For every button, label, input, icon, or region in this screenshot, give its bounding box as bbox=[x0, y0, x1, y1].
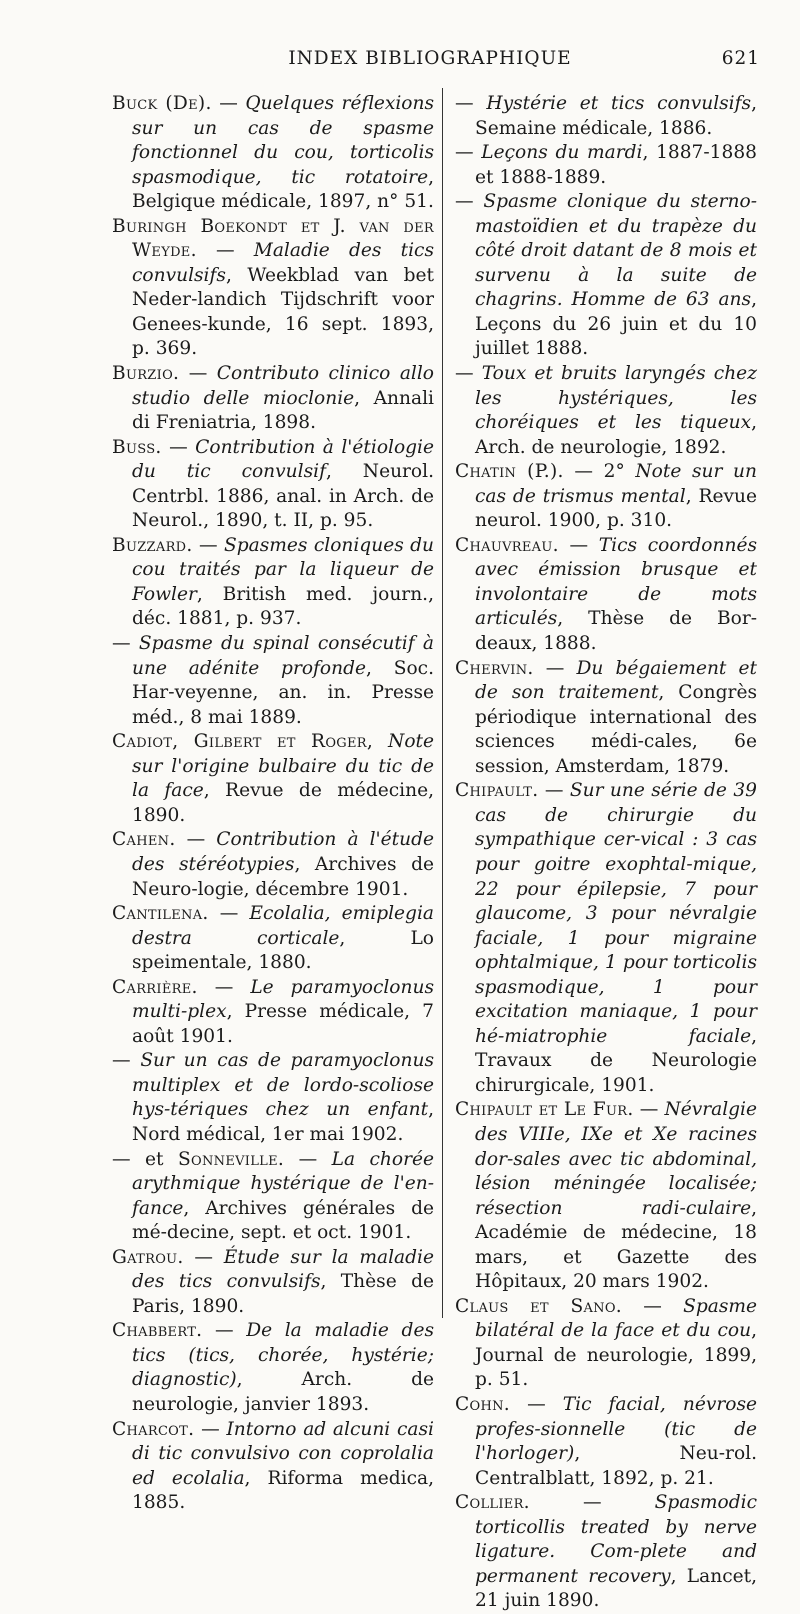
bibliography-entry bbox=[112, 1148, 434, 1246]
entry-source: , Revue de médecine, 1890. bbox=[132, 780, 435, 826]
entry-source: , Lancet, 21 juin 1890. bbox=[475, 1565, 757, 1612]
bibliography-entry bbox=[112, 436, 434, 534]
entry-source: , Semaine médicale, 1886. bbox=[475, 93, 757, 139]
bibliography-entry bbox=[112, 976, 434, 1050]
entry-separator: — bbox=[196, 240, 254, 262]
entry-author: Charcot. bbox=[112, 1418, 195, 1440]
entry-source: , Archives générales de mé-decine, sept. et oct. 1901. bbox=[132, 1197, 434, 1244]
entry-source: , Archives de Neuro-logie, décembre 1901. bbox=[132, 853, 435, 900]
entry-title: Spasme bilatéral de la face et du cou bbox=[475, 1295, 757, 1342]
entry-separator: — bbox=[183, 1246, 224, 1268]
entry-title: Note sur l'origine bulbaire du tic de la face bbox=[132, 731, 434, 802]
entry-title: Spasme clonique du sterno-mastoïdien et du trapèze du côté droit datant de 8 mois et survenu à la suite de chagrins. Homme de 63 ans bbox=[475, 191, 757, 311]
entry-source: , Presse médicale, 7 août 1901. bbox=[132, 1001, 434, 1047]
entry-title: Contribution à l'étude des stéréotypies bbox=[132, 829, 434, 875]
entry-author: Cahen. bbox=[112, 829, 176, 851]
entry-title: Du bégaiement et de son traitement bbox=[475, 657, 757, 704]
bibliography-entry bbox=[112, 1319, 434, 1417]
entry-source: , Neurol. Centrbl. 1886, anal. in Arch. de Neurol., 1890, t. II, p. 95. bbox=[132, 461, 434, 532]
entry-source: , Académie de médecine, 18 mars, et Gazette des Hôpitaux, 20 mars 1902. bbox=[475, 1197, 757, 1293]
entry-separator: — 2° bbox=[563, 461, 636, 483]
entry-separator: — bbox=[633, 1099, 665, 1121]
entry-separator: — bbox=[175, 829, 217, 851]
entry-separator: — bbox=[202, 1320, 247, 1342]
entry-title: La chorée arythmique hystérique de l'en-fance bbox=[132, 1148, 434, 1219]
entry-separator: — bbox=[179, 363, 217, 385]
entry-separator: — bbox=[161, 436, 196, 458]
bibliography-entry bbox=[112, 632, 434, 730]
entry-author: Chipault. bbox=[455, 780, 539, 802]
entry-source: , Riforma medica, 1885. bbox=[132, 1467, 434, 1514]
entry-author: Chipault et Le Fur. bbox=[455, 1099, 634, 1121]
entry-author: Cohn. bbox=[455, 1393, 511, 1415]
entry-source: , Arch. de neurologie, janvier 1893. bbox=[132, 1369, 434, 1415]
entry-source: , Leçons du 26 juin et du 10 juillet 1888. bbox=[475, 289, 757, 360]
entry-author: Gatrou. bbox=[112, 1246, 184, 1268]
entry-author: Burzio. bbox=[112, 363, 180, 385]
entry-source: , Belgique médicale, 1897, n° 51. bbox=[132, 166, 434, 213]
bibliography-entry bbox=[112, 215, 434, 362]
bibliography-entry bbox=[112, 1049, 434, 1147]
bibliography-entry bbox=[112, 92, 434, 215]
entry-title: Quelques réflexions sur un cas de spasme fonctionnel du cou, torticolis spasmodique, tic rotatoire bbox=[132, 93, 435, 188]
entry-source: , Annali di Freniatria, 1898. bbox=[132, 387, 434, 434]
entry-source: , Nord médical, 1er mai 1902. bbox=[132, 1099, 434, 1145]
bibliography-entry bbox=[455, 190, 757, 362]
entry-author: Claus et Sano. bbox=[455, 1295, 623, 1317]
entry-source: , 1887-1888 et 1888-1889. bbox=[475, 142, 757, 188]
entry-author: Chervin. bbox=[455, 657, 534, 679]
entry-separator: — bbox=[208, 903, 250, 925]
bibliography-entry bbox=[455, 779, 757, 1098]
entry-separator: — bbox=[455, 93, 487, 114]
bibliography-entry bbox=[112, 362, 434, 436]
bibliography-entry bbox=[455, 1098, 757, 1294]
entry-title: Tic facial, névrose profes-sionnelle (tic de l'horloger) bbox=[475, 1393, 757, 1465]
entry-separator: — bbox=[112, 1050, 141, 1072]
entry-title: Hystérie et tics convulsifs bbox=[486, 93, 752, 114]
running-header bbox=[100, 48, 760, 72]
page-number: 621 bbox=[721, 48, 760, 69]
entry-author: Chauvreau. bbox=[455, 534, 559, 556]
entry-title: Toux et bruits laryngés chez les hystériques, les choréiques et les tiqueux bbox=[475, 363, 757, 434]
bibliography-entry bbox=[112, 1418, 434, 1516]
entry-source: , Thèse de Paris, 1890. bbox=[132, 1271, 434, 1317]
entry-source: , Lo speimentale, 1880. bbox=[132, 927, 434, 974]
entry-title: Contribution à l'étiologie du tic convulsif bbox=[132, 436, 435, 483]
column-divider bbox=[442, 88, 443, 1318]
entry-source: , Arch. de neurologie, 1892. bbox=[475, 412, 757, 458]
entry-title: Spasmes cloniques du cou traités par la liqueur de Fowler bbox=[132, 534, 435, 605]
entry-title: Contributo clinico allo studio delle mioclonie bbox=[132, 363, 434, 409]
bibliography-entry bbox=[112, 730, 434, 828]
entry-separator: — bbox=[622, 1295, 684, 1317]
bibliography-entry bbox=[112, 534, 434, 632]
bibliography-entry bbox=[455, 92, 757, 141]
entry-source: , Congrès périodique international des sciences médi-cales, 6e session, Amsterdam, 1879. bbox=[475, 682, 757, 777]
entry-separator: — bbox=[112, 633, 139, 655]
bibliography-entry bbox=[455, 1295, 757, 1393]
entry-author: Cantilena. bbox=[112, 903, 209, 925]
right-column bbox=[455, 92, 757, 1614]
entry-title: Le paramyoclonus multi-plex bbox=[132, 976, 434, 1023]
entry-source: , Journal de neurologie, 1899, p. 51. bbox=[475, 1320, 757, 1391]
entry-separator: — bbox=[192, 534, 224, 556]
entry-author: Sonneville. bbox=[177, 1148, 285, 1170]
entry-title: Étude sur la maladie des tics convulsifs bbox=[132, 1246, 434, 1293]
entry-separator: — bbox=[510, 1393, 563, 1415]
bibliography-entry bbox=[112, 828, 434, 902]
entry-author: Buringh Boekondt et J. van der Weyde. bbox=[112, 215, 434, 262]
entry-title: Spasmodic torticollis treated by nerve ligature. Com-plete and permanent recovery bbox=[475, 1492, 757, 1587]
bibliography-entry bbox=[455, 460, 757, 534]
entry-title: Tics coordonnés avec émission brusque et involontaire de mots articulés bbox=[475, 534, 757, 630]
entry-title: Ecolalia, emiplegia destra corticale bbox=[132, 903, 434, 949]
entry-source: , British med. journ., déc. 1881, p. 937. bbox=[132, 583, 434, 630]
entry-source: , Weekblad van bet Neder-landich Tijdschrift voor Genees-kunde, 16 sept. 1893, p. 369. bbox=[132, 264, 434, 360]
bibliography-entry bbox=[112, 902, 434, 976]
entry-separator: — bbox=[455, 142, 482, 164]
entry-source: , Neu-rol. Centralblatt, 1892, p. 21. bbox=[475, 1443, 757, 1489]
entry-separator: — bbox=[197, 976, 251, 998]
entry-separator: — bbox=[211, 93, 246, 114]
entry-title: Sur un cas de paramyoclonus multiplex et de lordo-scoliose hys-tériques chez un enfant bbox=[132, 1050, 434, 1121]
entry-title: Névralgie des VIIIe, IXe et Xe racines dor-sales avec tic abdominal, lésion méningée localisée; résection radi-culaire bbox=[475, 1099, 757, 1219]
bibliography-entry bbox=[455, 362, 757, 460]
entry-source: , Thèse de Bor-deaux, 1888. bbox=[475, 608, 757, 655]
entry-separator: — bbox=[533, 657, 577, 679]
entry-separator: — bbox=[455, 191, 484, 213]
entry-separator: — bbox=[538, 780, 570, 802]
entry-author: Carrière. bbox=[112, 976, 198, 998]
entry-source: , Travaux de Neurologie chirurgicale, 1901. bbox=[475, 1025, 757, 1096]
entry-separator: — bbox=[284, 1148, 332, 1170]
entry-title: Sur une série de 39 cas de chirurgie du sympathique cer-vical : 3 cas pour goitre exophtal-mique, 22 pour épilepsie, 7 pour glaucome, 3 pour névralgie faciale, 1 pour migraine ophtalmique, 1 pour torticolis spasmodique, 1 pour excitation maniaque, 1 pour hé-miatrophie faciale bbox=[475, 780, 757, 1047]
bibliography-entry bbox=[112, 1246, 434, 1320]
entry-title: De la maladie des tics (tics, chorée, hystérie; diagnostic) bbox=[132, 1320, 434, 1391]
bibliography-entry bbox=[455, 534, 757, 657]
entry-author: Cadiot, Gilbert et Roger, bbox=[112, 731, 374, 753]
entry-separator: — bbox=[455, 363, 482, 385]
entry-title: Note sur un cas de trismus mental bbox=[475, 461, 757, 507]
entry-author: Chatin (P.). bbox=[455, 461, 564, 483]
header-title: INDEX BIBLIOGRAPHIQUE bbox=[288, 48, 572, 69]
entry-title: Maladie des tics convulsifs bbox=[132, 240, 435, 286]
bibliography-entry bbox=[455, 1491, 757, 1614]
entry-author: Buck (De). bbox=[112, 93, 212, 114]
bibliography-entry bbox=[455, 1393, 757, 1491]
entry-title: Intorno ad alcuni casi di tic convulsivo con coprolalia ed ecolalia bbox=[132, 1418, 434, 1489]
entry-source: , Soc. Har-veyenne, an. in. Presse méd., 8 mai 1889. bbox=[132, 657, 434, 728]
entry-separator: — bbox=[558, 534, 599, 556]
entry-author: Buss. bbox=[112, 436, 162, 458]
entry-separator: — bbox=[529, 1492, 655, 1514]
bibliography-entry bbox=[455, 657, 757, 780]
entry-author: Collier. bbox=[455, 1492, 530, 1514]
entry-title: Leçons du mardi bbox=[481, 142, 643, 164]
entry-title: Spasme du spinal consécutif à une adénite profonde bbox=[132, 633, 434, 679]
entry-separator bbox=[373, 731, 388, 752]
bibliography-entry bbox=[455, 141, 757, 190]
entry-separator: — et bbox=[112, 1148, 178, 1170]
left-column bbox=[112, 92, 434, 1516]
entry-author: Chabbert. bbox=[112, 1320, 203, 1342]
entry-separator: — bbox=[194, 1418, 227, 1440]
entry-author: Buzzard. bbox=[112, 534, 193, 556]
entry-source: , Revue neurol. 1900, p. 310. bbox=[475, 485, 757, 532]
